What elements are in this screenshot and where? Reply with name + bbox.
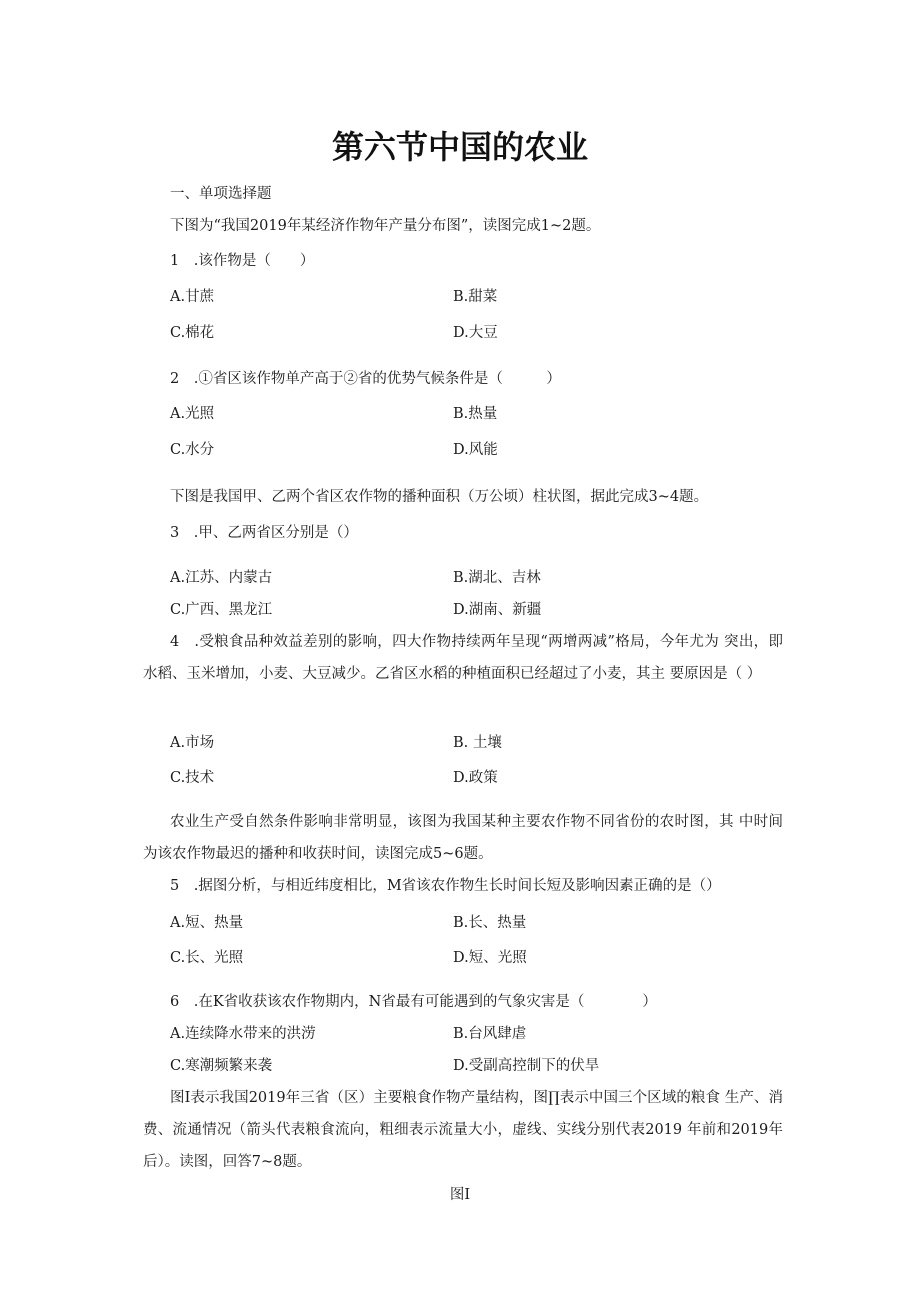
question-1-option-c: C.棉花 (170, 325, 215, 341)
question-2-option-d: D.风能 (453, 442, 498, 458)
question-4-stem: 4 .受粮食品种效益差别的影响，四大作物持续两年呈现“两增两减”格局，今年尤为 突出，即水稻、玉米增加，小麦、大豆减少。乙省区水稻的种植面积已经超过了小麦，其主 要原因是（ ） (143, 634, 783, 682)
question-2-option-a: A.光照 (170, 406, 215, 422)
intro-5-6: 农业生产受自然条件影响非常明显，该图为我国某种主要农作物不同省份的农时图，其 中时间为该农作物最迟的播种和收获时间，读图完成5~6题。 (143, 814, 783, 862)
question-6-option-a: A.连续降水带来的洪涝 (170, 1026, 316, 1042)
question-2-option-c: C.水分 (170, 442, 215, 458)
question-5-option-b: B.长、热量 (453, 915, 527, 931)
question-3-option-c: C.广西、黑龙江 (170, 602, 273, 618)
question-2-option-b: B.热量 (453, 406, 498, 422)
question-6-option-c: C.寒潮频繁来袭 (170, 1058, 273, 1074)
question-6-stem: 6 .在K省收获该农作物期内，N省最有可能遇到的气象灾害是（ ） (170, 994, 657, 1010)
question-1-stem: 1 .该作物是（ ） (170, 253, 315, 269)
section-heading: 一、单项选择题 (170, 186, 272, 202)
question-4-option-a: A.市场 (170, 735, 215, 751)
intro-3-4: 下图是我国甲、乙两个省区农作物的播种面积（万公顷）柱状图，据此完成3~4题。 (170, 489, 709, 505)
question-5-option-c: C.长、光照 (170, 950, 244, 966)
question-3-option-a: A.江苏、内蒙古 (170, 570, 273, 586)
question-3-option-d: D.湖南、新疆 (453, 602, 542, 618)
intro-1-2: 下图为“我国2019年某经济作物年产量分布图”，读图完成1~2题。 (170, 218, 601, 234)
question-3-option-b: B.湖北、吉林 (453, 570, 541, 586)
question-1-option-b: B.甜菜 (453, 289, 498, 305)
question-4-option-d: D.政策 (453, 770, 498, 786)
figure-caption: 图I (449, 1187, 471, 1203)
question-6-option-b: B.台风肆虐 (453, 1026, 527, 1042)
question-5-stem: 5 .据图分析，与相近纬度相比，M省该农作物生长时间长短及影响因素正确的是（） (170, 878, 721, 894)
question-1-option-d: D.大豆 (453, 325, 498, 341)
page-title: 第六节中国的农业 (331, 128, 588, 166)
question-6-option-d: D.受副高控制下的伏旱 (453, 1058, 600, 1074)
question-1-option-a: A.甘蔗 (170, 289, 215, 305)
question-4-option-c: C.技术 (170, 770, 215, 786)
question-3-stem: 3 .甲、乙两省区分别是（） (170, 525, 358, 541)
question-4-option-b: B. 土壤 (453, 735, 502, 751)
intro-7-8: 图I表示我国2019年三省（区）主要粮食作物产量结构，图∏表示中国三个区域的粮食 生产、消费、流通情况（箭头代表粮食流向，粗细表示流量大小，虚线、实线分别代表2019 年前和2019年后）。读图，回答7~8题。 (143, 1090, 783, 1170)
question-2-stem: 2 .①省区该作物单产高于②省的优势气候条件是（ ） (170, 371, 561, 387)
question-5-option-d: D.短、光照 (453, 950, 527, 966)
question-5-option-a: A.短、热量 (170, 915, 244, 931)
